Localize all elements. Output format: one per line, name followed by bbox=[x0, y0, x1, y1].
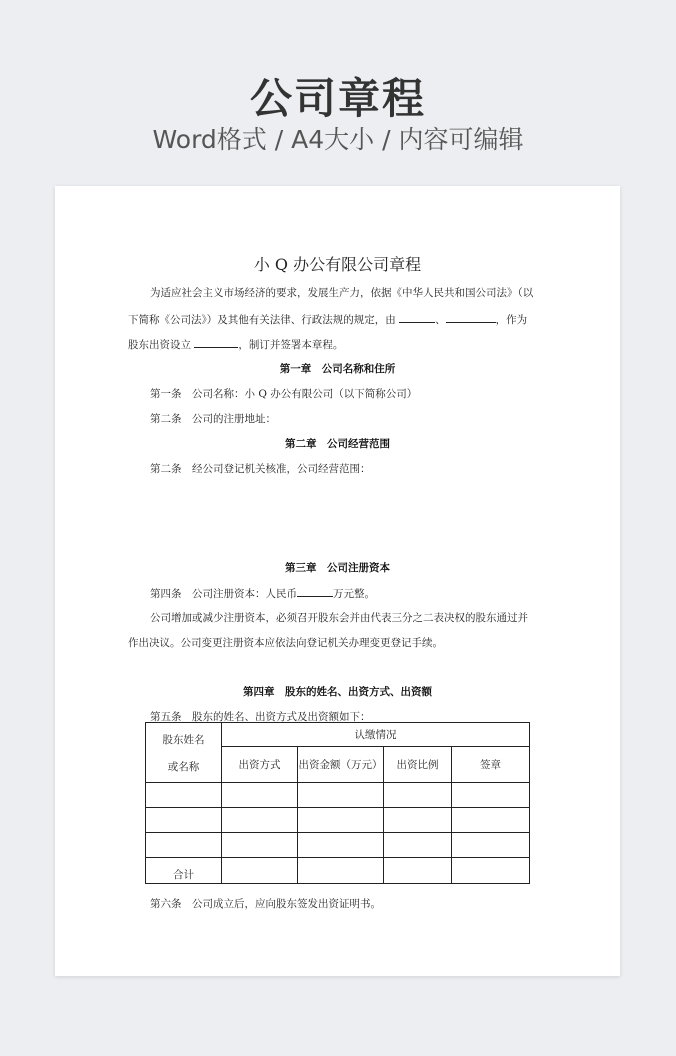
cell-seal[interactable] bbox=[452, 858, 530, 884]
cell-name[interactable] bbox=[146, 833, 222, 858]
founder-blank-2[interactable] bbox=[446, 312, 496, 323]
banner-subtitle: Word格式 / A4大小 / 内容可编辑 bbox=[152, 125, 524, 154]
document-title: 小 Q 办公有限公司章程 bbox=[253, 255, 422, 274]
founder-blank-3[interactable] bbox=[194, 337, 238, 348]
chapter-4-heading: 第四章 股东的姓名、出资方式、出资额 bbox=[243, 686, 432, 698]
header-ratio: 出资比例 bbox=[384, 747, 452, 783]
article-3: 第二条 经公司登记机关核准，公司经营范围： bbox=[150, 463, 371, 475]
cell-amount[interactable] bbox=[298, 833, 384, 858]
cell-method[interactable] bbox=[222, 833, 298, 858]
cell-seal[interactable] bbox=[452, 783, 530, 808]
article-4-end: 万元整。 bbox=[333, 588, 375, 600]
intro-line-2-text: 下简称《公司法》）及其他有关法律、行政法规的规定，由 bbox=[128, 314, 396, 326]
document-page bbox=[55, 186, 620, 976]
header-seal: 签章 bbox=[452, 747, 530, 783]
intro-separator: 、 bbox=[435, 314, 446, 326]
table-total-row bbox=[146, 858, 530, 884]
capital-line-1: 公司增加或减少注册资本，必须召开股东会并由代表三分之二表决权的股东通过并 bbox=[150, 612, 528, 624]
chapter-1-heading: 第一章 公司名称和住所 bbox=[279, 363, 396, 375]
intro-line-3 bbox=[128, 337, 343, 352]
cell-ratio[interactable] bbox=[384, 808, 452, 833]
intro-line-1: 为适应社会主义市场经济的要求，发展生产力，依据《中华人民共和国公司法》（以 bbox=[150, 287, 534, 299]
cell-method[interactable] bbox=[222, 858, 298, 884]
article-1: 第一条 公司名称：小 Q 办公有限公司（以下简称公司） bbox=[150, 388, 418, 400]
cell-ratio[interactable] bbox=[384, 858, 452, 884]
capital-blank[interactable] bbox=[297, 586, 333, 597]
article-5: 第五条 股东的姓名、出资方式及出资额如下： bbox=[150, 711, 371, 723]
header-name-line-2: 或名称 bbox=[167, 760, 200, 773]
article-4-text: 第四条 公司注册资本：人民币 bbox=[150, 588, 297, 600]
banner-title: 公司章程 bbox=[249, 74, 426, 123]
header-amount: 出资金额（万元） bbox=[298, 747, 384, 783]
intro-line-2-end: ，作为 bbox=[495, 314, 528, 326]
cell-amount[interactable] bbox=[298, 808, 384, 833]
intro-line-3-text: 股东出资设立 bbox=[128, 339, 191, 351]
article-6: 第六条 公司成立后，应向股东签发出资证明书。 bbox=[150, 898, 381, 910]
chapter-3-heading: 第三章 公司注册资本 bbox=[285, 562, 390, 574]
cell-method[interactable] bbox=[222, 783, 298, 808]
intro-line-3-end: ，制订并签署本章程。 bbox=[238, 339, 344, 351]
article-2: 第二条 公司的注册地址： bbox=[150, 413, 276, 425]
header-name-line-1: 股东姓名 bbox=[162, 733, 205, 746]
article-4 bbox=[150, 586, 375, 601]
header-subscription: 认缴情况 bbox=[222, 723, 530, 747]
cell-seal[interactable] bbox=[452, 808, 530, 833]
table-row bbox=[146, 808, 530, 833]
header-shareholder-name bbox=[146, 723, 222, 783]
shareholder-table bbox=[145, 722, 530, 884]
cell-amount[interactable] bbox=[298, 858, 384, 884]
total-label: 合计 bbox=[146, 858, 222, 884]
cell-ratio[interactable] bbox=[384, 783, 452, 808]
cell-seal[interactable] bbox=[452, 833, 530, 858]
chapter-2-heading: 第二章 公司经营范围 bbox=[285, 438, 390, 450]
cell-name[interactable] bbox=[146, 808, 222, 833]
cell-name[interactable] bbox=[146, 783, 222, 808]
cell-method[interactable] bbox=[222, 808, 298, 833]
header-method: 出资方式 bbox=[222, 747, 298, 783]
founder-blank-1[interactable] bbox=[399, 312, 435, 323]
capital-line-2: 作出决议。公司变更注册资本应依法向登记机关办理变更登记手续。 bbox=[128, 637, 443, 649]
table-row bbox=[146, 833, 530, 858]
table-row bbox=[146, 783, 530, 808]
cell-amount[interactable] bbox=[298, 783, 384, 808]
cell-ratio[interactable] bbox=[384, 833, 452, 858]
intro-line-2 bbox=[128, 312, 527, 327]
